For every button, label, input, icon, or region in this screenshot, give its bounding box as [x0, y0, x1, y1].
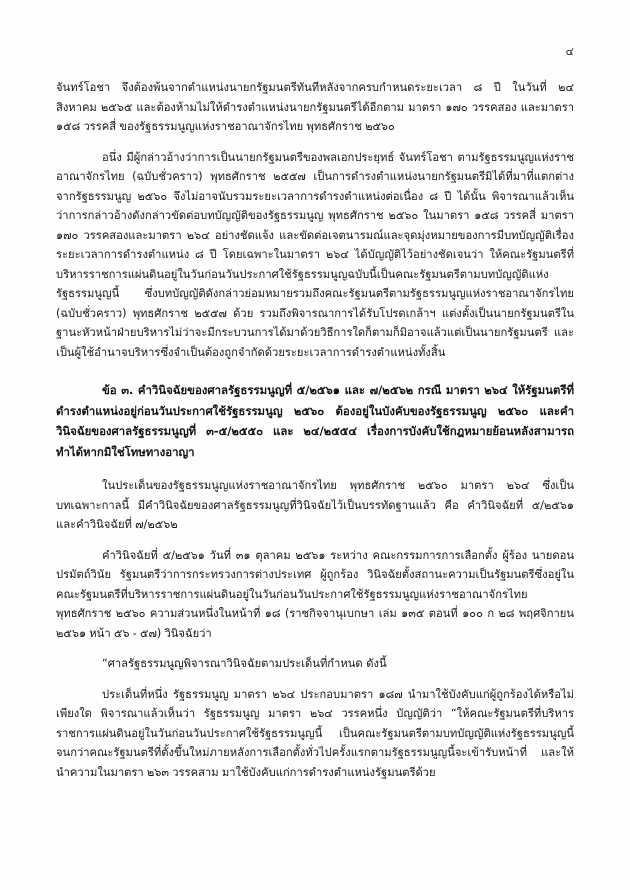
- section-heading: ข้อ ๓. คำวินิจฉัยของศาลรัฐธรรมนูญที่ ๕/๒๕๖๑ และ ๗/๒๕๖๒ กรณี มาตรา ๒๖๔ ให้รัฐมนตรีที่ดำรงตำแหน่งอยู่ก่อนวันประกาศใช้รัฐธรรมนูญ ๒๕๖๐ ต้องอยู่ในบังคับของรัฐธรรมนูญ ๒๕๖๐ และคำวินิจฉัยของศาลรัฐธรรมนูญที่ ๓-๕/๒๕๕๐ และ ๒๔/๒๕๕๔ เรื่องการบังคับใช้กฎหมายย้อนหลังสามารถทำได้หากมิใช่โทษทางอาญา: [56, 383, 574, 459]
- paragraph: ประเด็นที่หนึ่ง รัฐธรรมนูญ มาตรา ๒๖๔ ประกอบมาตรา ๑๘๗ นำมาใช้บังคับแก่ผู้ถูกร้องได้หรือไม่ เพียงใด พิจารณาแล้วเห็นว่า รัฐธรรมนูญ มาตรา ๒๖๔ วรรคหนึ่ง บัญญัติว่า “ให้คณะรัฐมนตรีที่บริหารราชการแผ่นดินอยู่ในวันก่อนวันประกาศใช้รัฐธรรมนูญนี้ เป็นคณะรัฐมนตรีตามบทบัญญัติแห่งรัฐธรรมนูญนี้ จนกว่าคณะรัฐมนตรีที่ตั้งขึ้นใหม่ภายหลังการเลือกตั้งทั่วไปครั้งแรกตามรัฐธรรมนูญนี้จะเข้ารับหน้าที่ และให้นำความในมาตรา ๒๖๓ วรรคสาม มาใช้บังคับแก่การดำรงตำแหน่งรัฐมนตรีด้วย: [56, 687, 574, 779]
- paragraph: ในประเด็นของรัฐธรรมนูญแห่งราชอาณาจักรไทย พุทธศักราช ๒๕๖๐ มาตรา ๒๖๔ ซึ่งเป็นบทเฉพาะกาลนี้ มีคำวินิจฉัยของศาลรัฐธรรมนูญที่วินิจฉัยไว้เป็นบรรทัดฐานแล้ว คือ คำวินิจฉัยที่ ๕/๒๕๖๑ และคำวินิจฉัยที่ ๗/๒๕๖๒: [56, 479, 574, 531]
- paragraph: จันทร์โอชา จึงต้องพ้นจากตำแหน่งนายกรัฐมนตรีทันทีหลังจากครบกำหนดระยะเวลา ๘ ปี ในวันที่ ๒๔ สิงหาคม ๒๕๖๕ และต้องห้ามไม่ให้ดำรงตำแหน่งนายกรัฐมนตรีได้อีกตาม มาตรา ๑๗๐ วรรคสอง และมาตรา ๑๕๘ วรรคสี่ ของรัฐธรรมนูญแห่งราชอาณาจักรไทย พุทธศักราช ๒๕๖๐: [56, 81, 574, 133]
- paragraph: อนึ่ง มีผู้กล่าวอ้างว่าการเป็นนายกรัฐมนตรีของพลเอกประยุทธ์ จันทร์โอชา ตามรัฐธรรมนูญแห่งราชอาณาจักรไทย (ฉบับชั่วคราว) พุทธศักราช ๒๕๕๗ เป็นการดำรงตำแหน่งนายกรัฐมนตรีมิได้ที่มาที่แตกต่างจากรัฐธรรมนูญ ๒๕๖๐ จึงไม่อาจนับรวมระยะเวลาการดำรงตำแหน่งต่อเนื่อง ๘ ปี ได้นั้น พิจารณาแล้วเห็นว่าการกล่าวอ้างดังกล่าวขัดต่อบทบัญญัติของรัฐธรรมนูญ พุทธศักราช ๒๕๖๐ ในมาตรา ๑๕๘ วรรคสี่ มาตรา ๑๗๐ วรรคสองและมาตรา ๒๖๔ อย่างชัดแจ้ง และขัดต่อเจตนารมณ์และจุดมุ่งหมายของการมีบทบัญญัติเรื่องระยะเวลาการดำรงตำแหน่ง ๘ ปี โดยเฉพาะในมาตรา ๒๖๔ ได้บัญญัติไว้อย่างชัดเจนว่า ให้คณะรัฐมนตรีที่บริหารราชการแผ่นดินอยู่ในวันก่อนวันประกาศใช้รัฐธรรมนูญฉบับนี้เป็นคณะรัฐมนตรีตามบทบัญญัติแห่งรัฐธรรมนูญนี้ ซึ่งบทบัญญัติดังกล่าวย่อมหมายรวมถึงคณะรัฐมนตรีตามรัฐธรรมนูญแห่งราชอาณาจักรไทย (ฉบับชั่วคราว) พุทธศักราช ๒๕๕๗ ด้วย รวมถึงพิจารณาการได้รับโปรดเกล้าฯ แต่งตั้งเป็นนายกรัฐมนตรีในฐานะหัวหน้าฝ่ายบริหารไม่ว่าจะมีกระบวนการได้มาด้วยวิธีการใดก็ตามก็มิอาจแล้วแต่เป็นนายกรัฐมนตรี และเป็นผู้ใช้อำนาจบริหารซึ่งจำเป็นต้องถูกจำกัดด้วยระยะเวลาการดำรงตำแหน่งทั้งสิ้น: [56, 150, 574, 359]
- page-number: ๔: [565, 45, 574, 58]
- paragraph: คำวินิจฉัยที่ ๕/๒๕๖๑ วันที่ ๓๑ ตุลาคม ๒๕๖๑ ระหว่าง คณะกรรมการการเลือกตั้ง ผู้ร้อง นายดอน ปรมัตถ์วินัย รัฐมนตรีว่าการกระทรวงการต่างประเทศ ผู้ถูกร้อง วินิจฉัยตั้งสถานะความเป็นรัฐมนตรีซึ่งอยู่ในคณะรัฐมนตรีที่บริหารราชการแผ่นดินอยู่ในวันก่อนวันประกาศใช้รัฐธรรมนูญแห่งราชอาณาจักรไทย พุทธศักราช ๒๕๖๐ ความส่วนหนึ่งในหน้าที่ ๑๘ (ราชกิจจานุเบกษา เล่ม ๑๓๕ ตอนที่ ๑๐๐ ก ๒๘ พฤศจิกายน ๒๕๖๑ หน้า ๕๖ - ๕๗) วินิจฉัยว่า: [56, 548, 574, 640]
- document-body: [56, 78, 574, 793]
- quoted-text: “ศาลรัฐธรรมนูญพิจารณาวินิจฉัยตามประเด็นที่กำหนด ดังนี้: [102, 657, 387, 670]
